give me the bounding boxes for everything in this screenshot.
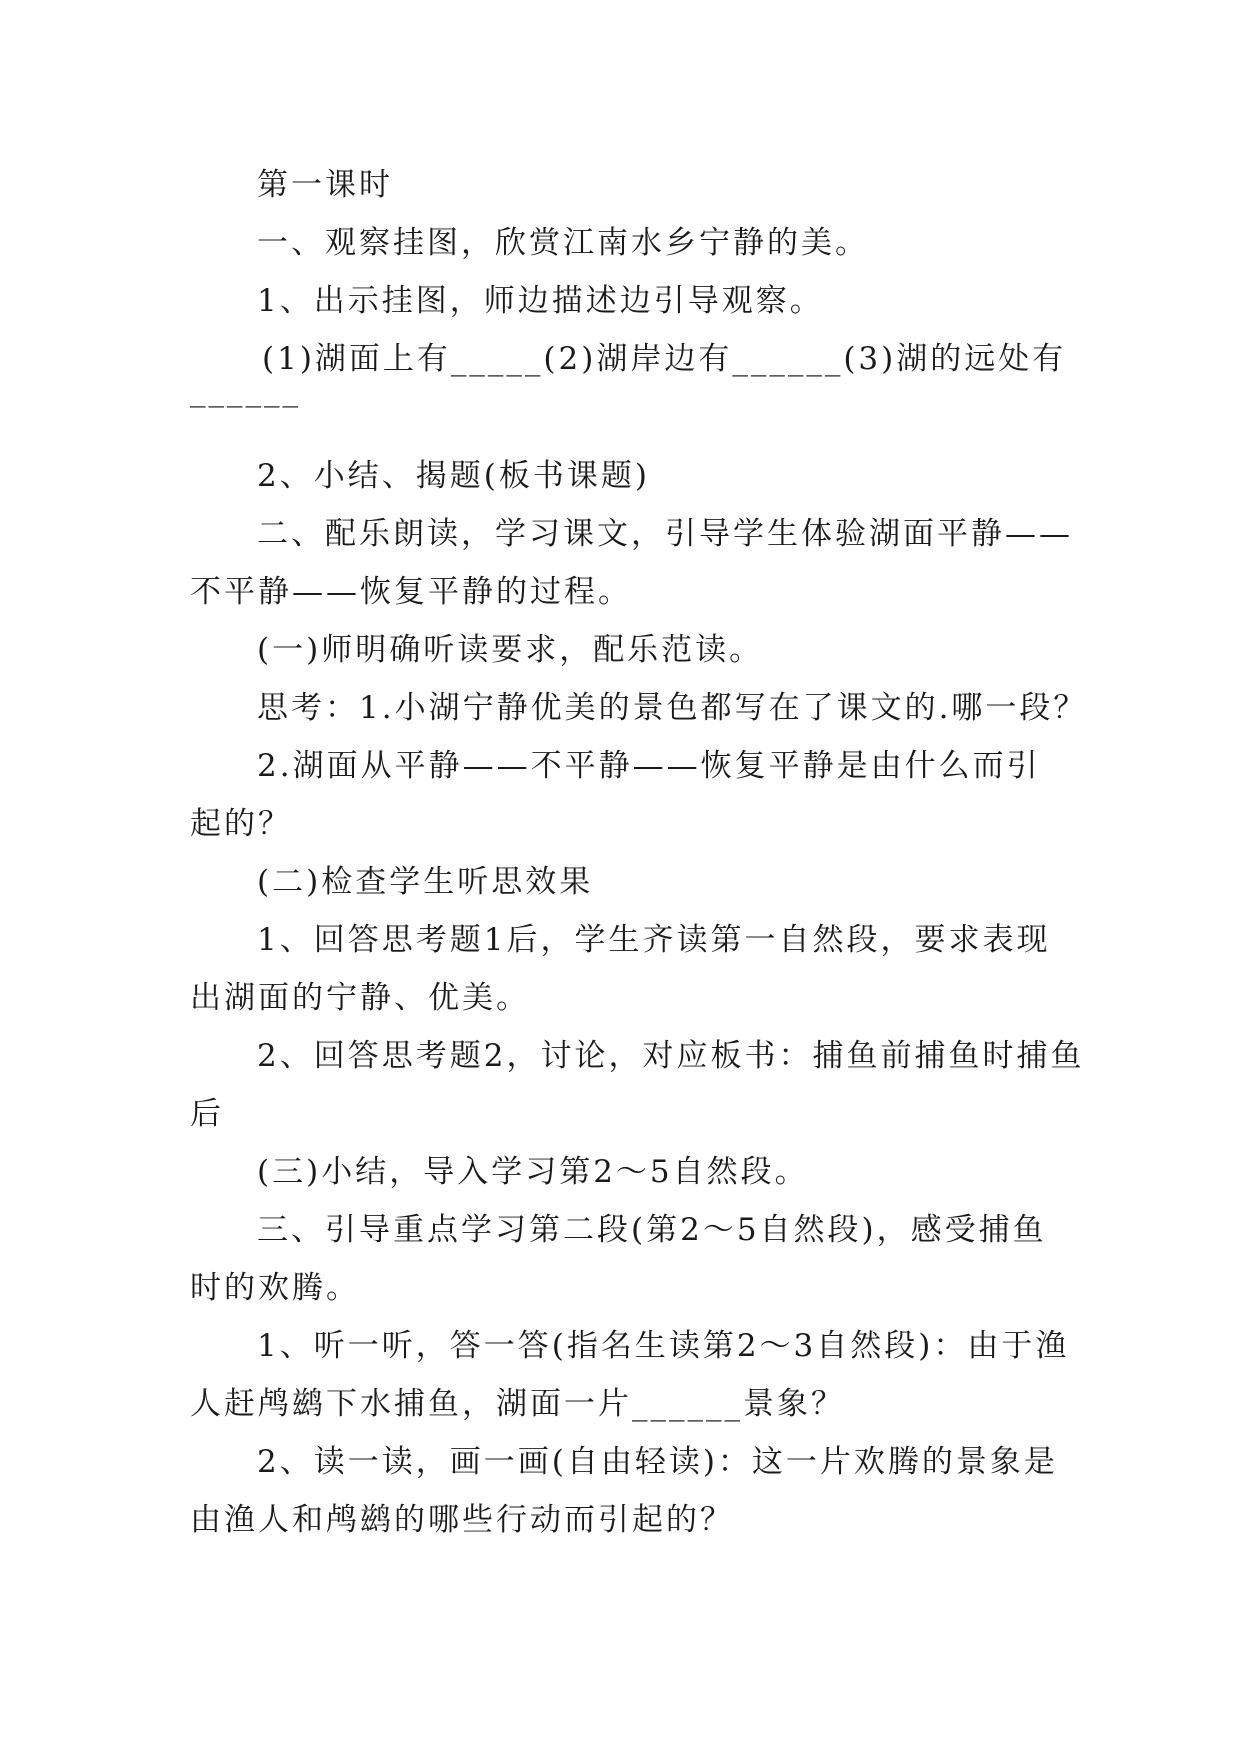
paragraph-line-continued: 时的欢腾。 <box>190 1270 360 1306</box>
fill-in-blank-continued: ______ <box>190 372 301 408</box>
paragraph-line: 2、回答思考题2，讨论，对应板书：捕鱼前捕鱼时捕鱼 <box>257 1038 1085 1074</box>
subsection-heading: (三)小结，导入学习第2～5自然段。 <box>257 1154 809 1190</box>
paragraph-line-continued: 起的？ <box>190 806 292 842</box>
paragraph-line: 2、小结、揭题(板书课题) <box>257 458 650 494</box>
section-two-heading: 二、配乐朗读，学习课文，引导学生体验湖面平静—— <box>257 516 1073 552</box>
subsection-heading: (一)师明确听读要求，配乐范读。 <box>257 632 764 668</box>
lesson-heading: 第一课时 <box>257 167 393 203</box>
paragraph-line: 2、读一读，画一画(自由轻读)：这一片欢腾的景象是 <box>257 1444 1058 1480</box>
paragraph-line-continued: 人赶鸬鹚下水捕鱼，湖面一片______景象？ <box>190 1386 845 1422</box>
paragraph-line-continued: 由渔人和鸬鹚的哪些行动而引起的？ <box>190 1502 734 1538</box>
paragraph-line: 1、听一听，答一答(指名生读第2～3自然段)：由于渔 <box>257 1328 1070 1364</box>
paragraph-line: 1、回答思考题1后，学生齐读第一自然段，要求表现 <box>257 922 1051 958</box>
subsection-heading: (二)检查学生听思效果 <box>257 864 594 900</box>
paragraph-line-continued: 后 <box>190 1096 224 1132</box>
thinking-question: 2.湖面从平静——不平静——恢复平静是由什么而引 <box>257 748 1041 784</box>
section-one-heading: 一、观察挂图，欣赏江南水乡宁静的美。 <box>257 225 869 261</box>
paragraph-line-continued: 不平静——恢复平静的过程。 <box>190 574 632 610</box>
paragraph-line-continued: 出湖面的宁静、优美。 <box>190 980 530 1016</box>
paragraph-line: 1、出示挂图，师边描述边引导观察。 <box>257 283 824 319</box>
section-three-heading: 三、引导重点学习第二段(第2～5自然段)，感受捕鱼 <box>257 1212 1047 1248</box>
fill-in-questions: (1)湖面上有_____(2)湖岸边有______(3)湖的远处有 <box>262 341 1067 377</box>
thinking-question: 思考：1.小湖宁静优美的景色都写在了课文的.哪一段？ <box>257 690 1088 726</box>
